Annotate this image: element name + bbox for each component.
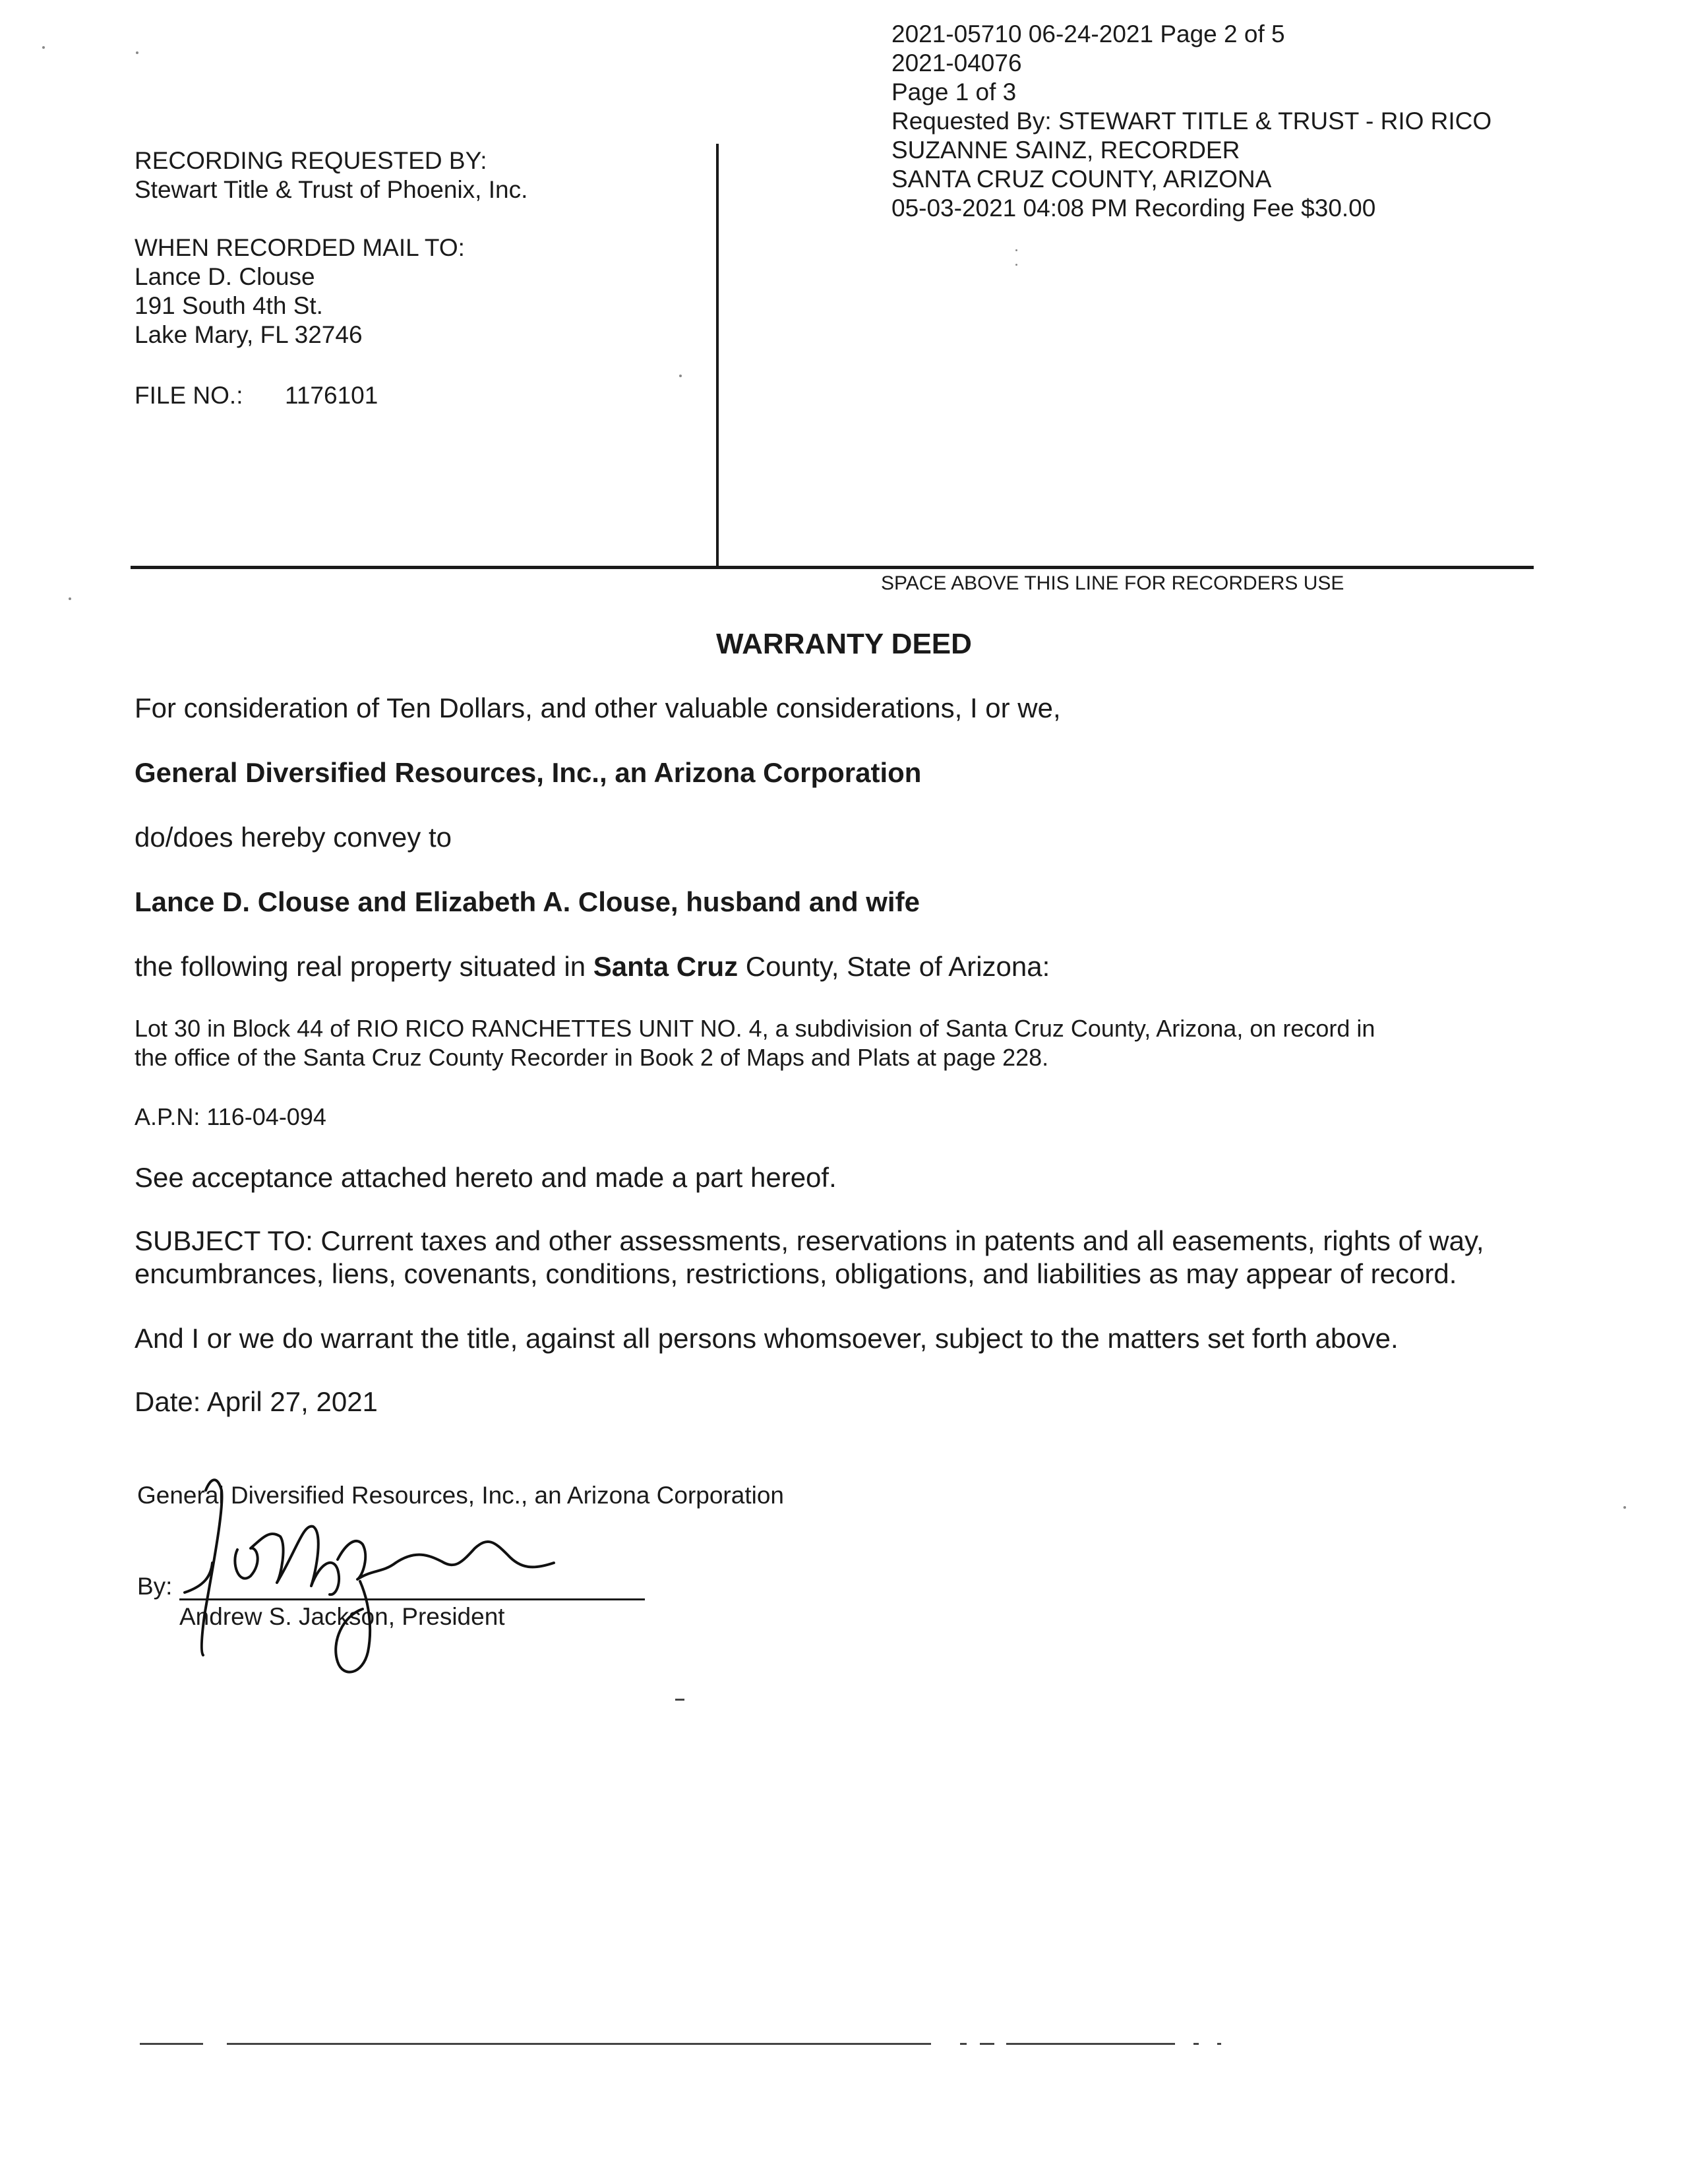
consideration-text: For consideration of Ten Dollars, and other valuable considerations, I or we,	[135, 692, 1061, 723]
recorder-space-line	[131, 566, 1534, 569]
legal-description-line-2: the office of the Santa Cruz County Recorder in Book 2 of Maps and Plats at page 228.	[135, 1044, 1049, 1071]
file-no-value: 1176101	[285, 382, 378, 409]
warrant-text: And I or we do warrant the title, against all persons whomsoever, subject to the matters set forth above.	[135, 1323, 1399, 1354]
handwritten-signature	[165, 1471, 574, 1708]
bottom-line-segment	[140, 2043, 203, 2045]
stamp-line-1: 2021-05710 06-24-2021 Page 2 of 5	[891, 20, 1285, 47]
property-suffix: County, State of Arizona:	[738, 951, 1050, 982]
mail-to-label: WHEN RECORDED MAIL TO:	[135, 234, 465, 261]
document-title: WARRANTY DEED	[716, 628, 972, 660]
bottom-line-segment	[227, 2043, 931, 2045]
legal-description-line-1: Lot 30 in Block 44 of RIO RICO RANCHETTES UNIT NO. 4, a subdivision of Santa Cruz County, Arizona, on record in	[135, 1015, 1375, 1042]
bottom-line-segment	[1193, 2043, 1199, 2045]
grantee-name: Lance D. Clouse and Elizabeth A. Clouse, husband and wife	[135, 886, 920, 917]
stamp-line-7: 05-03-2021 04:08 PM Recording Fee $30.00	[891, 195, 1376, 222]
scan-mark	[675, 1699, 684, 1701]
scan-speck	[1015, 249, 1017, 251]
document-date: Date: April 27, 2021	[135, 1386, 378, 1417]
signature-company: General Diversified Resources, Inc., an Arizona Corporation	[137, 1482, 784, 1509]
scan-speck	[1623, 1506, 1626, 1509]
scan-speck	[136, 51, 138, 54]
mail-name: Lance D. Clouse	[135, 263, 315, 290]
stamp-line-2: 2021-04076	[891, 49, 1022, 76]
scan-speck	[69, 597, 71, 600]
mail-city: Lake Mary, FL 32746	[135, 321, 363, 348]
vertical-divider	[716, 144, 719, 567]
mail-street: 191 South 4th St.	[135, 292, 323, 319]
property-county: Santa Cruz	[593, 951, 738, 982]
scan-speck	[1015, 264, 1017, 266]
bottom-line-segment	[1006, 2043, 1175, 2045]
recorders-use-note: SPACE ABOVE THIS LINE FOR RECORDERS USE	[881, 572, 1344, 594]
subject-to-line-1: SUBJECT TO: Current taxes and other assessments, reservations in patents and all easements, rights of way,	[135, 1225, 1484, 1256]
requested-by-value: Stewart Title & Trust of Phoenix, Inc.	[135, 176, 528, 203]
bottom-line-segment	[980, 2043, 994, 2045]
stamp-line-3: Page 1 of 3	[891, 78, 1017, 106]
property-prefix: the following real property situated in	[135, 951, 593, 982]
stamp-line-6: SANTA CRUZ COUNTY, ARIZONA	[891, 166, 1272, 193]
grantor-name: General Diversified Resources, Inc., an Arizona Corporation	[135, 757, 922, 788]
bottom-line-segment	[1217, 2043, 1221, 2045]
stamp-line-4: Requested By: STEWART TITLE & TRUST - RIO RICO	[891, 107, 1492, 135]
requested-by-label: RECORDING REQUESTED BY:	[135, 147, 487, 174]
apn: A.P.N: 116-04-094	[135, 1103, 326, 1130]
bottom-line-segment	[960, 2043, 967, 2045]
property-location	[135, 950, 1050, 984]
file-no-label: FILE NO.:	[135, 382, 243, 409]
scan-speck	[679, 375, 682, 377]
signer-name: Andrew S. Jackson, President	[179, 1603, 505, 1630]
by-label: By:	[137, 1573, 173, 1600]
stamp-line-5: SUZANNE SAINZ, RECORDER	[891, 136, 1240, 164]
scan-speck	[42, 46, 45, 49]
convey-text: do/does hereby convey to	[135, 822, 452, 853]
subject-to-line-2: encumbrances, liens, covenants, conditions, restrictions, obligations, and liabilities as may appear of record.	[135, 1258, 1457, 1289]
acceptance-text: See acceptance attached hereto and made a part hereof.	[135, 1162, 837, 1193]
